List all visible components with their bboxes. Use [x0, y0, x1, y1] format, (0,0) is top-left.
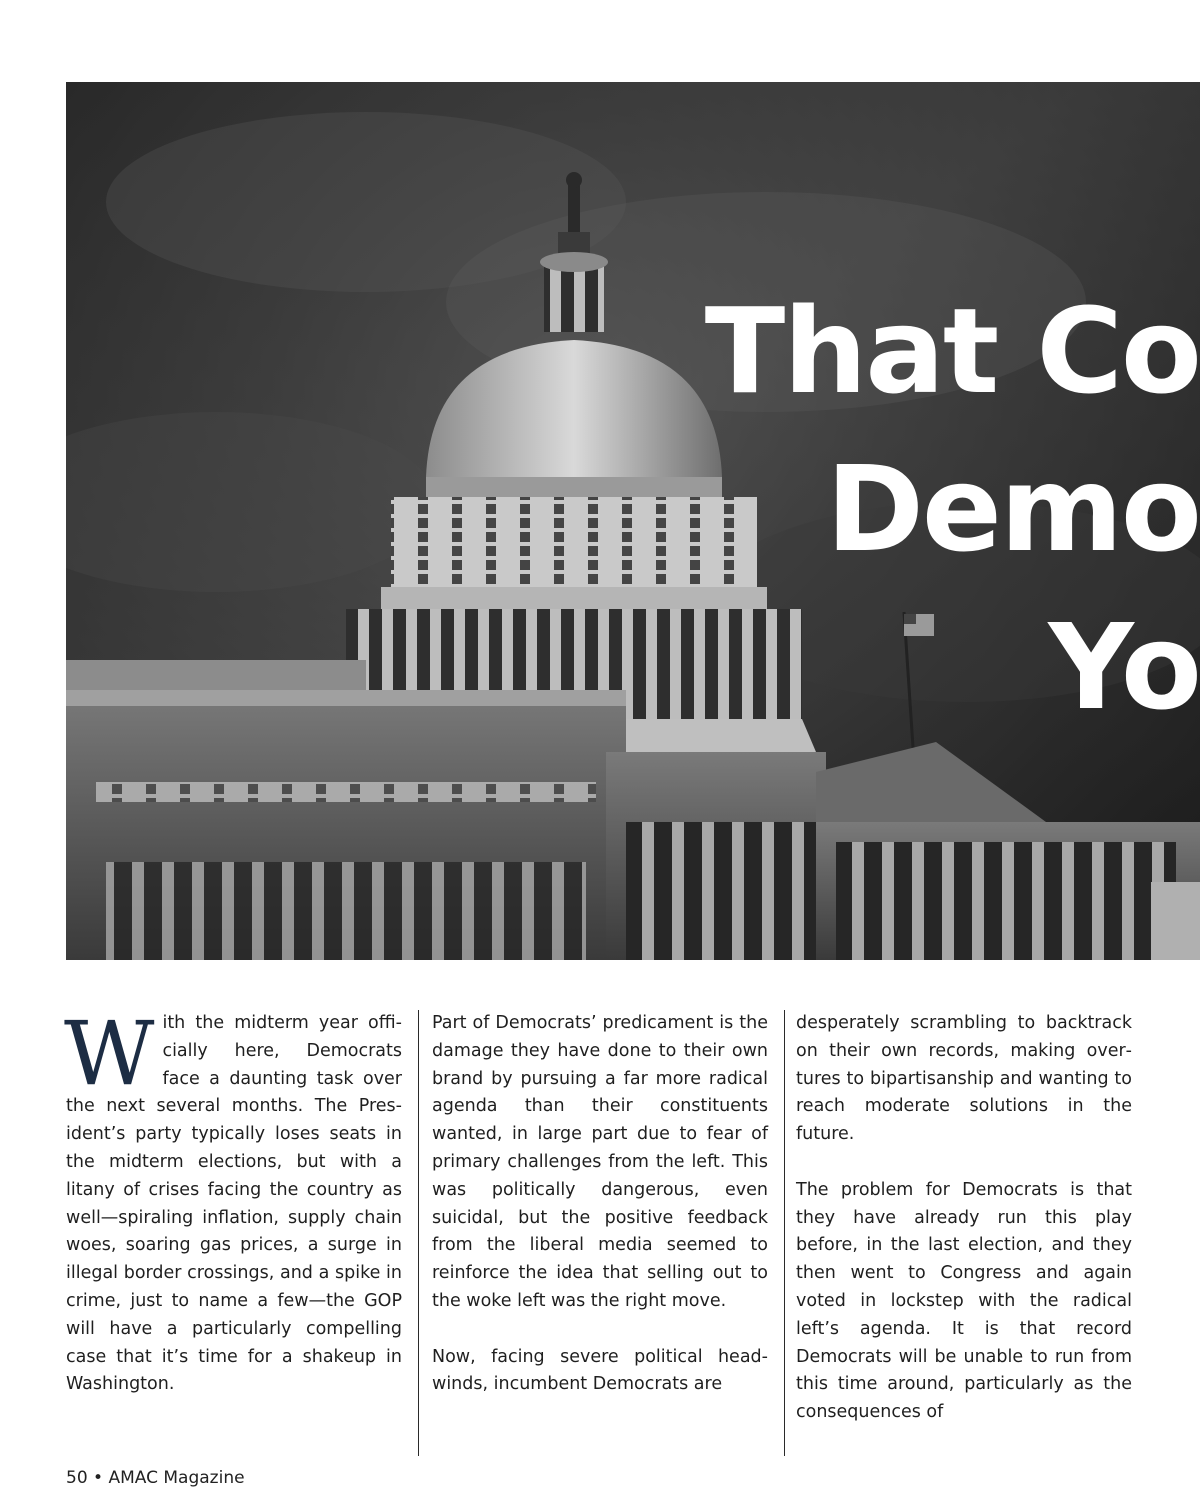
column-divider — [784, 1010, 785, 1456]
publication-name: AMAC Magazine — [108, 1468, 245, 1488]
page-footer — [66, 1468, 245, 1488]
article-paragraph: Part of Democrats’ predicament is the damage they have done to their own brand by pursuing a far more radical agenda than their constituents wanted, in large part due to fear of primary challenges from the left. This was politically dangerous, even suicidal, but the positive feedback from the liberal media seemed to reinforce the idea that selling out to the woke left was the right move. — [432, 1013, 768, 1311]
article-paragraph: Now, facing severe political headwinds, incumbent Democrats are — [432, 1346, 768, 1395]
page-number: 50 — [66, 1468, 88, 1488]
article-column-1 — [64, 1002, 402, 1456]
article-column-2 — [432, 1010, 768, 1456]
article-body — [64, 1002, 1200, 1456]
headline — [704, 282, 1200, 766]
drop-cap: W — [64, 1002, 155, 1105]
footer-separator: • — [93, 1468, 104, 1488]
headline-line-2: Demo — [825, 440, 1200, 578]
article-paragraph: desperately scrambling to backtrack on their own records, making overtures to bipartisanship and wanting to reach moderate solutions in the future. — [796, 1013, 1132, 1145]
hero-image — [66, 82, 1200, 960]
article-column-3 — [796, 1010, 1132, 1456]
article-paragraph — [64, 1002, 402, 1399]
article-paragraph: The problem for Democrats is that they have already run this play before, in the last election, and they then went to Congress and again voted in lockstep with the radical left’s agenda. It is that record Democrats will be unable to run from this time around, particularly as the consequences of — [796, 1179, 1132, 1423]
paragraph-text: ith the midterm year officially here, Democrats face a daunting task over the next several months. The President’s party typically loses seats in the midterm elections, but with a litany of crises facing the country as well—spiraling inflation, supply chain woes, soaring gas prices, a surge in illegal border crossings, and a spike in crime, just to name a few—the GOP will have a particularly compelling case that it’s time for a shakeup in Washington. — [66, 1013, 402, 1395]
column-divider — [418, 1010, 419, 1456]
headline-line-1: That Co — [704, 282, 1200, 420]
headline-line-3: Yo — [1048, 598, 1200, 736]
